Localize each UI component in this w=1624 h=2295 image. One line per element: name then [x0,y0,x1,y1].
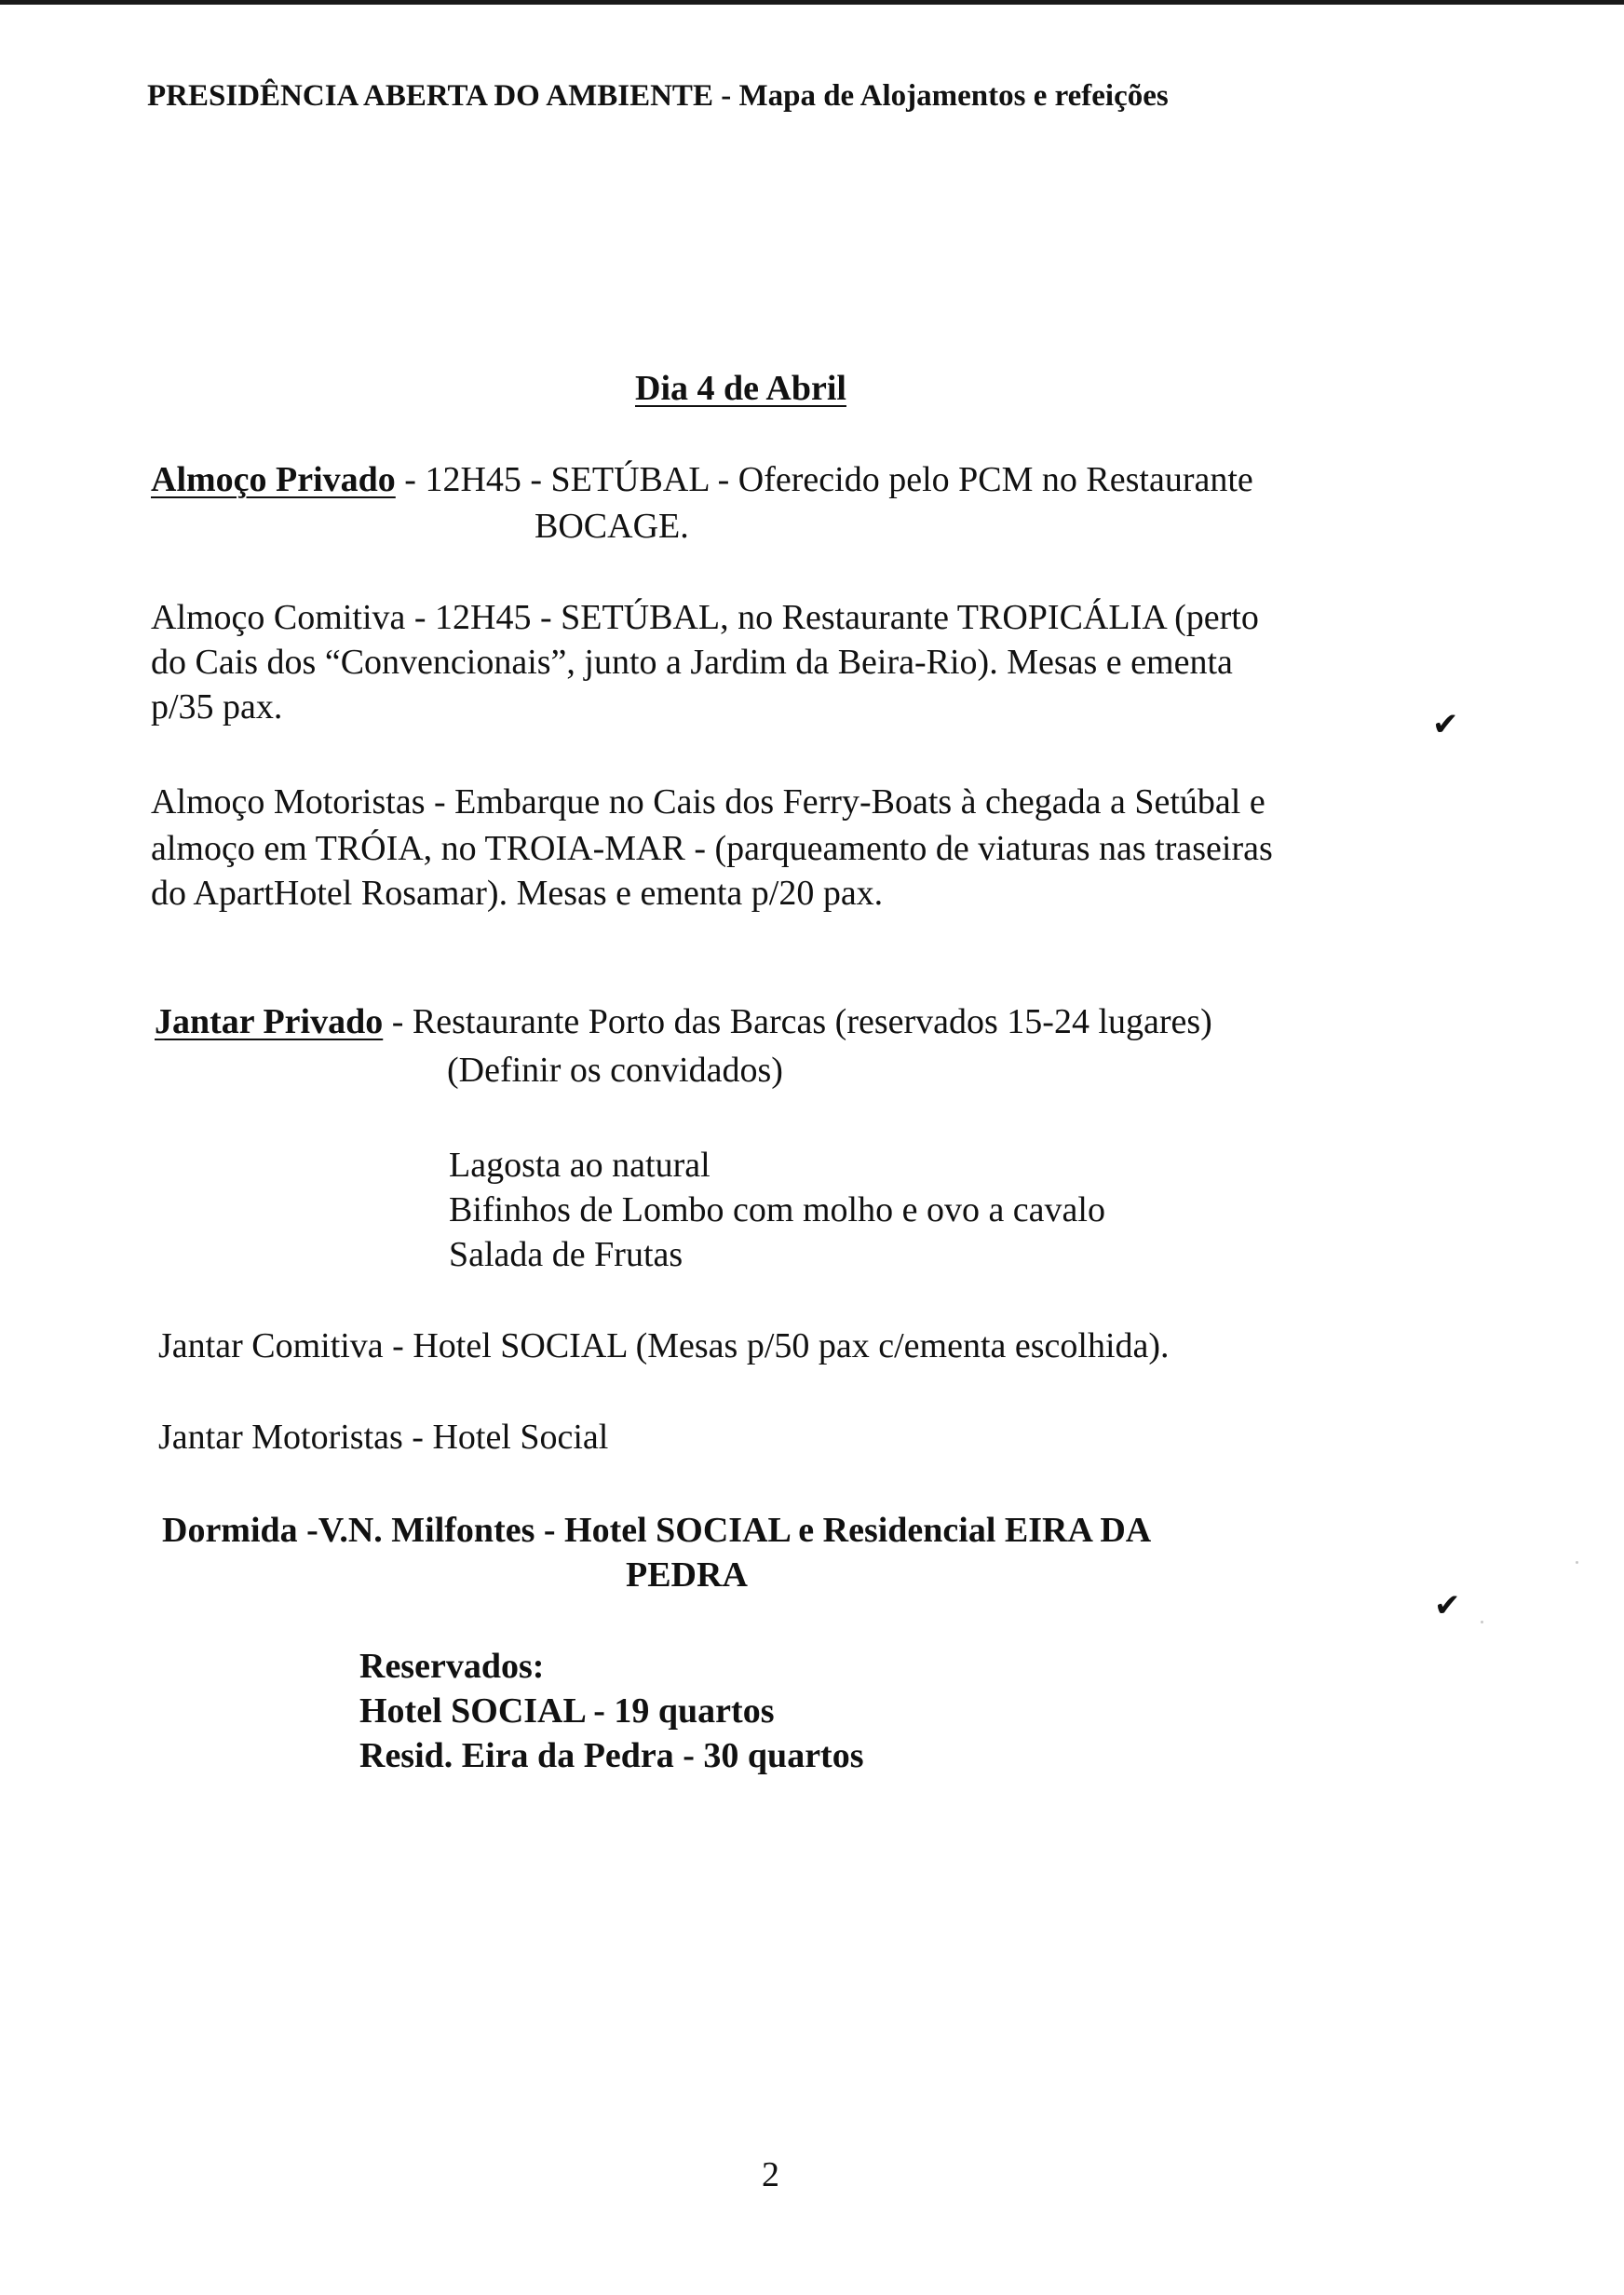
jantar-privado-label: Jantar Privado [155,1002,384,1041]
top-rule [0,0,1624,5]
almoco-privado-line1 [151,456,1253,503]
menu-item: Lagosta ao natural [449,1146,710,1185]
dormida-line2: PEDRA [626,1555,748,1595]
reservados-heading: Reservados: [359,1647,545,1686]
almoco-motoristas-line: do ApartHotel Rosamar). Mesas e ementa p/20 pax. [151,874,884,913]
header-title-bold: PRESIDÊNCIA ABERTA DO AMBIENTE - [147,79,732,113]
almoco-comitiva-line: Almoço Comitiva - 12H45 - SETÚBAL, no Restaurante TROPICÁLIA (perto [151,598,1259,637]
almoco-comitiva-line: do Cais dos “Convencionais”, junto a Jardim da Beira-Rio). Mesas e ementa [151,643,1233,682]
header-title-rest: Mapa de Alojamentos e refeições [738,79,1169,113]
page-header [147,73,1169,119]
scan-speck [1481,1621,1483,1623]
jantar-privado-text: - Restaurante Porto das Barcas (reservados 15-24 lugares) [391,1002,1212,1041]
jantar-motoristas-line: Jantar Motoristas - Hotel Social [158,1418,609,1457]
menu-item: Salada de Frutas [449,1235,683,1274]
day-heading: Dia 4 de Abril [635,369,846,408]
jantar-privado-line2: (Definir os convidados) [447,1051,783,1090]
almoco-comitiva-line: p/35 pax. [151,687,283,727]
reservados-item: Resid. Eira da Pedra - 30 quartos [359,1736,864,1775]
scan-speck [1576,1561,1578,1564]
reservados-item: Hotel SOCIAL - 19 quartos [359,1691,775,1731]
almoco-motoristas-line: almoço em TRÓIA, no TROIA-MAR - (parqueamento de viaturas nas traseiras [151,829,1273,868]
jantar-comitiva-line: Jantar Comitiva - Hotel SOCIAL (Mesas p/50 pax c/ementa escolhida). [158,1326,1170,1365]
page-number: 2 [762,2155,779,2194]
jantar-privado-line1 [155,998,1212,1045]
dormida-line1: Dormida -V.N. Milfontes - Hotel SOCIAL e Residencial EIRA DA [162,1511,1152,1550]
margin-tick-mark: ✔ [1434,1587,1461,1624]
almoco-privado-label: Almoço Privado [151,460,396,499]
almoco-motoristas-line: Almoço Motoristas - Embarque no Cais dos Ferry-Boats à chegada a Setúbal e [151,782,1265,822]
margin-tick-mark: ✔ [1432,706,1459,743]
menu-item: Bifinhos de Lombo com molho e ovo a cavalo [449,1190,1105,1229]
almoco-privado-line2: BOCAGE. [535,507,689,546]
almoco-privado-text: - 12H45 - SETÚBAL - Oferecido pelo PCM no Restaurante [404,460,1253,499]
